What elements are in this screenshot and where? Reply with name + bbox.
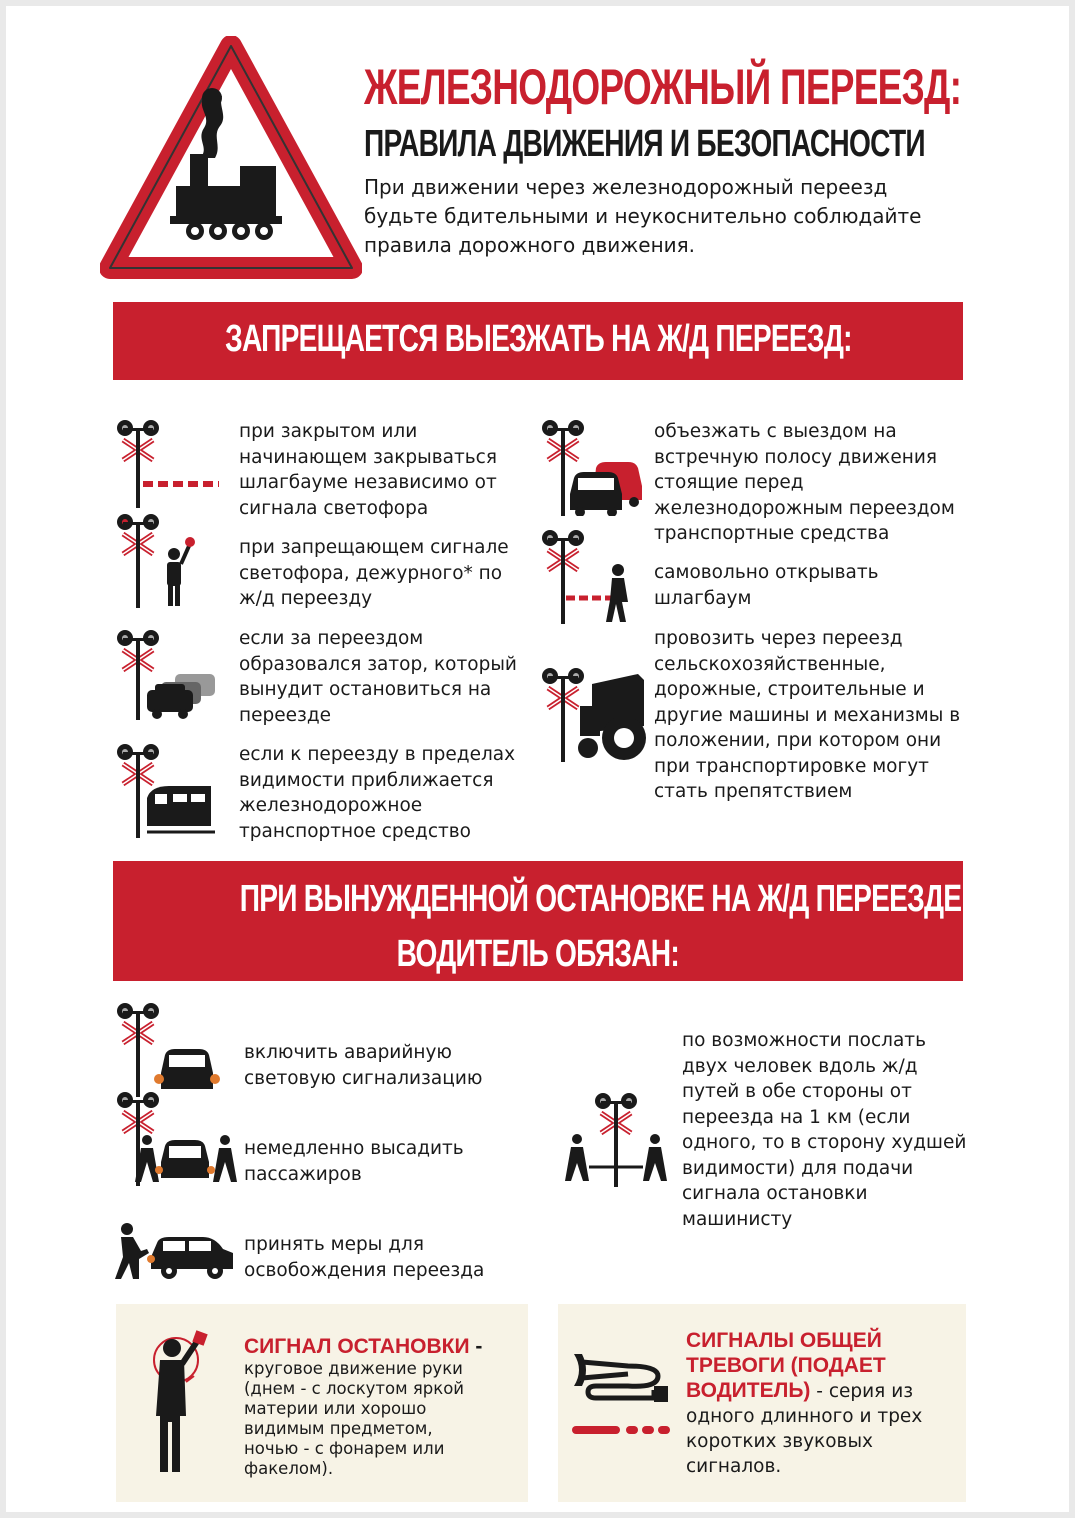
prohibited-item (654, 419, 974, 547)
page-subtitle: ПРАВИЛА ДВИЖЕНИЯ И БЕЗОПАСНОСТИ (364, 123, 925, 165)
closed-barrier-icon (111, 418, 221, 508)
poster (6, 6, 1069, 1512)
duty-officer-signal-icon (111, 512, 201, 608)
box-line: сигналов. (686, 1456, 782, 1477)
stop-signal-person-icon (146, 1326, 226, 1476)
item-line: видимости) для подачи (682, 1157, 914, 1179)
item-line: транспортные средства (654, 523, 890, 544)
item-line: машинисту (682, 1208, 793, 1230)
item-line: путей в обе стороны от (682, 1081, 912, 1102)
intro-line: При движении через железнодорожный переезд (364, 175, 888, 199)
traffic-jam-icon (111, 628, 221, 720)
stop-signal-description (244, 1359, 514, 1479)
box-line: круговое движение руки (244, 1359, 463, 1378)
box-line: материи или хорошо (244, 1399, 427, 1418)
item-line: немедленно высадить (244, 1138, 464, 1159)
prohibited-heading: ЗАПРЕЩАЕТСЯ ВЫЕЗЖАТЬ НА Ж/Д ПЕРЕЕЗД: (224, 318, 852, 360)
item-line: самовольно открывать (654, 562, 879, 583)
item-line: по возможности послать (682, 1030, 926, 1051)
prohibited-item (239, 419, 529, 521)
item-line: светофора, дежурного* по (239, 562, 503, 584)
item-line: при транспортировке могут (654, 755, 929, 777)
item-line: другие машины и механизмы в (654, 704, 961, 726)
item-line: двух человек вдоль ж/д (682, 1055, 918, 1077)
alarm-signal-tail: - серия из (810, 1381, 914, 1402)
duty-item (244, 1040, 534, 1091)
overtaking-cars-icon (536, 418, 646, 516)
item-line: пассажиров (244, 1163, 362, 1185)
person-opening-barrier-icon (536, 528, 646, 624)
item-line: световую сигнализацию (244, 1067, 483, 1089)
duty-item (244, 1136, 534, 1187)
prohibited-item (239, 535, 529, 612)
prohibited-item (239, 742, 539, 844)
item-line: сигнала светофора (239, 497, 429, 519)
item-line: стоящие перед (654, 472, 804, 493)
stop-signal-title-row (244, 1334, 514, 1359)
item-line: одного, то в сторону худшей (682, 1132, 967, 1153)
item-line: ж/д переезду (239, 588, 373, 609)
item-line: встречную полосу движения (654, 446, 937, 468)
prohibited-item (239, 626, 539, 728)
item-line: сельскохозяйственные, (654, 653, 886, 675)
railway-crossing-warning-sign-icon (100, 36, 362, 281)
item-line: транспортное средство (239, 820, 471, 842)
item-line: если к переезду в пределах (239, 744, 516, 765)
item-line: образовался затор, который (239, 653, 517, 675)
item-line: видимости приближается (239, 769, 494, 791)
passengers-exit-icon (111, 1090, 241, 1186)
box-line: (днем - с лоскутом яркой (244, 1379, 465, 1398)
intro-line: правила дорожного движения. (364, 233, 696, 257)
item-line: при закрытом или (239, 421, 418, 442)
stop-signal-title: СИГНАЛ ОСТАНОВКИ (244, 1335, 470, 1358)
horn-icon (568, 1346, 680, 1436)
prohibited-item (654, 626, 984, 805)
intro-text (364, 173, 974, 260)
item-line: железнодорожное (239, 795, 423, 816)
alarm-signal-title: ВОДИТЕЛЬ) (686, 1379, 811, 1402)
duty-item (682, 1028, 982, 1232)
item-line: шлагбауме независимо от (239, 472, 497, 493)
box-line: факелом). (244, 1459, 334, 1478)
tractor-icon (536, 666, 648, 766)
item-line: переезде (239, 704, 331, 726)
item-line: включить аварийную (244, 1042, 452, 1063)
item-line: сигнала остановки (682, 1183, 868, 1204)
pushing-car-icon (111, 1221, 241, 1281)
item-line: вынудит остановиться на (239, 679, 492, 700)
alarm-signal-title: ТРЕВОГИ (ПОДАЕТ (686, 1354, 886, 1377)
box-line: коротких звуковых (686, 1431, 873, 1452)
hazard-lights-car-icon (111, 1001, 223, 1097)
duty-item (244, 1232, 534, 1283)
stop-signal-text (244, 1334, 514, 1479)
alarm-signal-title: СИГНАЛЫ ОБЩЕЙ (686, 1329, 882, 1352)
stop-signal-dash: - (469, 1335, 483, 1358)
two-people-walking-icon (559, 1091, 671, 1187)
alarm-signal-text (686, 1328, 956, 1479)
intro-line: будьте бдительными и неукоснительно соблюдайте (364, 204, 922, 228)
item-line: железнодорожным переездом (654, 497, 955, 519)
item-line: переезда на 1 км (если (682, 1106, 911, 1128)
prohibited-item (654, 560, 954, 611)
prohibited-heading-banner (113, 302, 963, 380)
item-line: дорожные, строительные и (654, 679, 925, 700)
item-line: провозить через переезд (654, 628, 903, 649)
item-line: при запрещающем сигнале (239, 537, 509, 558)
item-line: принять меры для (244, 1234, 424, 1255)
forced-stop-heading-banner (113, 861, 963, 981)
item-line: шлагбаум (654, 587, 752, 609)
forced-stop-heading-line1: ПРИ ВЫНУЖДЕННОЙ ОСТАНОВКЕ НА Ж/Д ПЕРЕЕЗДЕ (239, 878, 962, 920)
item-line: стать препятствием (654, 781, 853, 802)
box-line: одного длинного и трех (686, 1406, 923, 1427)
forced-stop-heading-line2: ВОДИТЕЛЬ ОБЯЗАН: (396, 933, 680, 975)
box-line: видимым предметом, (244, 1419, 433, 1438)
item-line: положении, при котором они (654, 730, 942, 751)
page-title: ЖЕЛЕЗНОДОРОЖНЫЙ ПЕРЕЕЗД: (364, 59, 962, 115)
item-line: объезжать с выездом на (654, 421, 897, 442)
approaching-train-icon (111, 742, 221, 838)
item-line: если за переездом (239, 628, 424, 649)
box-line: ночью - с фонарем или (244, 1439, 445, 1458)
item-line: освобождения переезда (244, 1259, 485, 1281)
item-line: начинающем закрываться (239, 446, 497, 468)
